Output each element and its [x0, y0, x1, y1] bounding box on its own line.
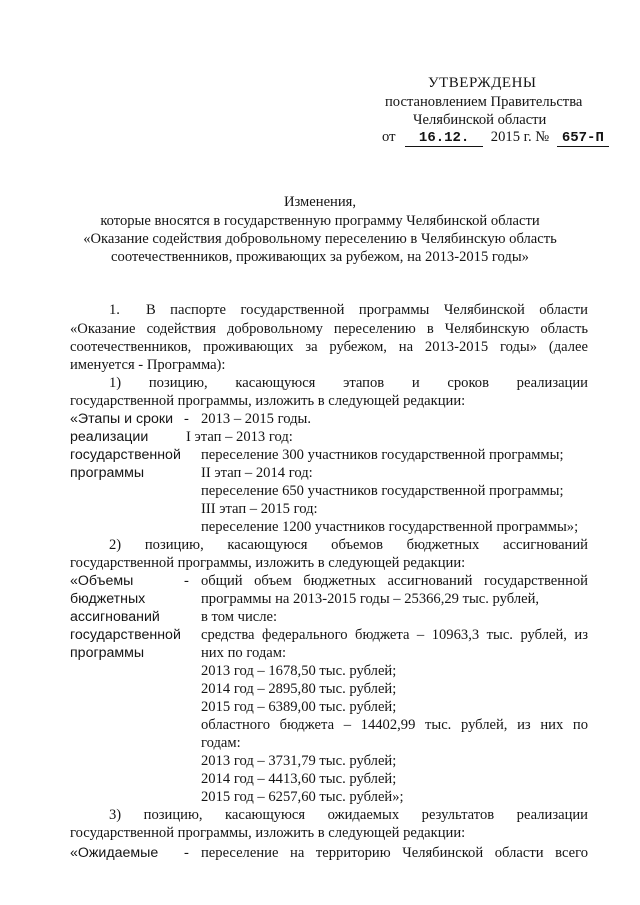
item2-label-4: государственной [70, 627, 181, 643]
intro-number: 1. [109, 302, 120, 318]
item2-text-12: 2014 год – 4413,60 тыс. рублей; [201, 771, 397, 787]
item1-label-2: реализации [70, 429, 149, 445]
item2-line-1: 2) позицию, касающуюся объемов бюджетных ассигнований [109, 537, 588, 553]
year-text: 2015 г. № [490, 129, 550, 145]
intro-line-3: соотечественников, проживающих за рубежом, на 2013-2015 годы» (далее [70, 339, 588, 355]
date-prefix: от [382, 129, 396, 145]
item3-label-1: «Ожидаемые [70, 845, 159, 861]
intro-line-4: именуется - Программа): [70, 357, 226, 373]
number-value: 657-П [561, 130, 604, 146]
title-line-3: «Оказание содействия добровольному переселению в Челябинскую область [83, 231, 557, 247]
item2-text-2: программы на 2013-2015 годы – 25366,29 тыс. рублей, [201, 591, 540, 607]
item2-line-2: государственной программы, изложить в следующей редакции: [70, 555, 466, 571]
item2-label-1: «Объемы [70, 573, 134, 589]
item1-text-6: III этап – 2015 год: [201, 501, 318, 517]
item1-line-2: государственной программы, изложить в следующей редакции: [70, 393, 466, 409]
item2-dash: - [184, 573, 189, 589]
item2-text-4: средства федерального бюджета – 10963,3 тыс. рублей, из [201, 627, 588, 643]
item3-dash: - [184, 845, 189, 861]
item2-text-10: годам: [201, 735, 241, 751]
approved-by-line: постановлением Правительства [385, 94, 583, 110]
item2-text-7: 2014 год – 2895,80 тыс. рублей; [201, 681, 397, 697]
item1-text-1: 2013 – 2015 годы. [201, 411, 311, 427]
title-line-1: Изменения, [283, 194, 357, 210]
intro-line-2: «Оказание содействия добровольному переселению в Челябинскую область [70, 321, 588, 337]
item2-text-3: в том числе: [201, 609, 278, 625]
date-line [382, 128, 609, 147]
item1-text-4: II этап – 2014 год: [201, 465, 313, 481]
item3-text-1: переселение на территорию Челябинской области всего [201, 845, 588, 861]
item2-text-9: областного бюджета – 14402,99 тыс. рублей, из них по [201, 717, 588, 733]
item3-line-1: 3) позицию, касающуюся ожидаемых результатов реализации [109, 807, 588, 823]
item2-text-1: общий объем бюджетных ассигнований государственной [201, 573, 588, 589]
item1-dash: - [184, 411, 189, 427]
intro-line-1: В паспорте государственной программы Челябинской области [146, 302, 588, 318]
item1-text-3: переселение 300 участников государственной программы; [201, 447, 564, 463]
item1-label-1: «Этапы и сроки [70, 411, 174, 427]
item2-label-5: программы [70, 645, 145, 661]
number-field [557, 130, 609, 147]
item1-line-1: 1) позицию, касающуюся этапов и сроков реализации [109, 375, 588, 391]
item1-text-5: переселение 650 участников государственной программы; [201, 483, 564, 499]
date-field [405, 130, 483, 147]
item1-label-3: государственной [70, 447, 181, 463]
item2-text-11: 2013 год – 3731,79 тыс. рублей; [201, 753, 397, 769]
item2-label-2: бюджетных [70, 591, 146, 607]
date-value: 16.12. [418, 130, 470, 146]
item2-text-13: 2015 год – 6257,60 тыс. рублей»; [201, 789, 404, 805]
item2-text-8: 2015 год – 6389,00 тыс. рублей; [201, 699, 397, 715]
approved-heading: УТВЕРЖДЕНЫ [428, 75, 537, 91]
item2-text-5: них по годам: [201, 645, 287, 661]
item3-line-2: государственной программы, изложить в следующей редакции: [70, 825, 466, 841]
item1-text-2: I этап – 2013 год: [186, 429, 293, 445]
item1-label-4: программы [70, 465, 145, 481]
region-line: Челябинской области [413, 112, 547, 128]
title-line-2: которые вносятся в государственную программу Челябинской области [100, 213, 540, 229]
item2-text-6: 2013 год – 1678,50 тыс. рублей; [201, 663, 397, 679]
title-line-4: соотечественников, проживающих за рубежом, на 2013-2015 годы» [111, 249, 529, 265]
item1-text-7: переселение 1200 участников государственной программы»; [201, 519, 579, 535]
item2-label-3: ассигнований [70, 609, 160, 625]
